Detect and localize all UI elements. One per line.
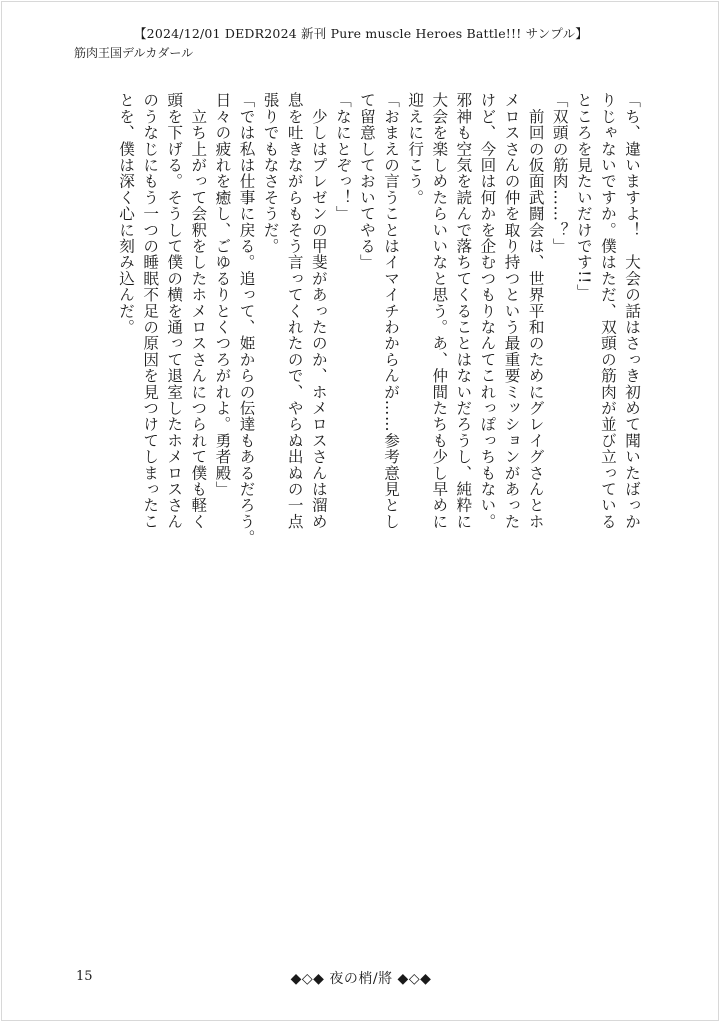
text-line: 迎えに行こう。 (406, 92, 425, 206)
text-line: 少しはプレゼンの甲斐があったのか、ホメロスさんは溜め (309, 92, 328, 530)
text-line: 息を吐きながらもそう言ってくれたので、やらぬ出ぬの一点 (285, 92, 304, 530)
text-line: 大会を楽しめたらいいなと思う。あ、仲間たちも少し早めに (430, 92, 449, 530)
text-line: 日々の疲れを癒し、ごゆるりとくつろがれよ。勇者殿」 (213, 92, 232, 497)
text-line: ところを見たいだけです!!」 (574, 92, 593, 301)
text-line: 「双頭の筋肉……？」 (550, 92, 569, 254)
text-line: て留意しておいてやる」 (357, 92, 376, 271)
text-line: 張りでもなさそうだ。 (261, 92, 280, 254)
text-line: 邪神も空気を読んで落ちてくることはないだろうし、純粋に (454, 92, 473, 530)
text-line: 立ち上がって会釈をしたホメロスさんにつられて僕も軽く (189, 92, 208, 530)
page-header-title: 【2024/12/01 DEDR2024 新刊 Pure muscle Heroes Battle!!! サンプル】 (133, 26, 589, 41)
text-line: 頭を下げる。そうして僕の横を通って退室したホメロスさん (165, 92, 184, 530)
text-line: けど、今回は何かを企むつもりなんてこれっぽっちもない。 (478, 92, 497, 530)
text-line: りじゃないですか。僕はただ、双頭の筋肉が並び立っている (598, 92, 617, 530)
text-line: 「おまえの言うことはイマイチわからんが……参考意見とし (382, 92, 401, 530)
text-line: のうなじにもう一つの睡眠不足の原因を見つけてしまったこ (141, 92, 160, 530)
text-line: 「なにとぞっ！」 (333, 92, 352, 222)
vertical-body-text (114, 92, 644, 548)
text-line: メロスさんの仲を取り持つという最重要ミッションがあった (502, 92, 521, 530)
page-number: 15 (76, 969, 93, 984)
text-line: 前回の仮面武闘会は、世界平和のためにグレイグさんとホ (526, 92, 545, 530)
text-line: とを、僕は深く心に刻み込んだ。 (117, 92, 136, 335)
text-line: 「ち、違いますよ！ 大会の話はさっき初めて聞いたばっか (623, 92, 641, 530)
text-line: 「では私は仕事に戻る。追って、姫からの伝達もあるだろう。 (237, 92, 256, 546)
author-credit: ◆◇◆ 夜の梢/將 ◆◇◆ (290, 971, 432, 987)
chapter-title: 筋肉王国デルカダール (74, 46, 194, 60)
